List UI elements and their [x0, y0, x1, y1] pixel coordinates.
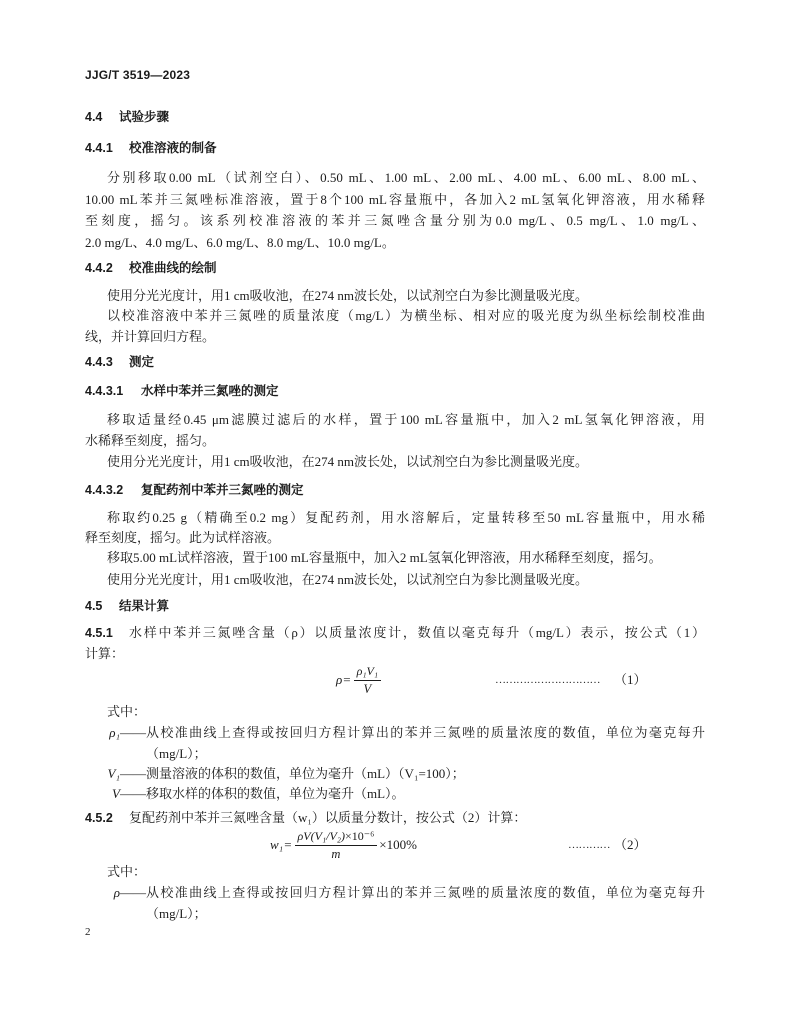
heading-number: 4.4.2 [85, 261, 113, 275]
heading-4-4 [85, 107, 169, 127]
heading-title: 结果计算 [119, 599, 170, 613]
clause-number: 4.5.2 [85, 811, 113, 825]
paragraph-line: 移取5.00 mL试样溶液，置于100 mL容量瓶中，加入2 mL氢氧化钾溶液，用水稀释至刻度，摇匀。 [107, 550, 662, 565]
paragraph-line: 释至刻度，摇匀。此为试样溶液。 [85, 530, 281, 545]
formula-2-number: （2） [614, 837, 647, 852]
heading-number: 4.5 [85, 599, 103, 613]
formula-2-numerator-variables: ρV(V₁/V₂) [297, 828, 345, 843]
heading-number: 4.4.3 [85, 355, 113, 369]
paragraph-line: 分别移取0.00 mL（试剂空白）、0.50 mL、1.00 mL、2.00 mL、4.00 mL、6.00 mL、8.00 mL、 [107, 170, 705, 185]
heading-number: 4.4.3.1 [85, 384, 124, 398]
clause-4-5-1 [85, 623, 705, 643]
paragraph-line: 移取适量经0.45 μm滤膜过滤后的水样，置于100 mL容量瓶中，加入2 mL氢氧化钾溶液，用 [107, 412, 705, 427]
formula-2-percent-factor: ×100% [379, 837, 417, 852]
paragraph-line: 使用分光光度计，用1 cm吸收池，在274 nm波长处，以试剂空白为参比测量吸光度。 [107, 572, 588, 587]
heading-number: 4.4 [85, 110, 103, 124]
formula-2-fraction [295, 829, 378, 862]
formula-1 [336, 662, 383, 698]
formula-2-denominator: m [331, 846, 341, 861]
heading-4-5 [85, 596, 169, 616]
page-number: 2 [85, 926, 91, 938]
definition-symbol: ρ₁ [109, 725, 120, 740]
paragraph-line: 2.0 mg/L、4.0 mg/L、6.0 mg/L、8.0 mg/L、10.0 mg/L。 [85, 235, 395, 250]
heading-4-4-3-2 [85, 480, 304, 500]
heading-4-4-3 [85, 352, 154, 372]
where-label: 式中： [107, 704, 147, 719]
definition-dash: —— [120, 885, 146, 900]
definition-text-continued: （mg/L）； [146, 906, 207, 921]
formula-2-leader-dots: ………… [568, 839, 610, 851]
heading-title: 校准曲线的绘制 [129, 261, 217, 275]
definition-symbol: ρ [113, 885, 120, 900]
formula-2-equals: = [284, 837, 292, 852]
definition-text: 从校准曲线上查得或按回归方程计算出的苯并三氮唑的质量浓度的数值，单位为毫克每升 [146, 885, 705, 900]
formula-1-numerator: ρ₁V₁ [354, 664, 381, 681]
definition-dash: —— [120, 766, 146, 781]
formula-1-denominator: V [363, 681, 372, 696]
definition-text: 测量溶液的体积的数值，单位为毫升（mL）（V₁=100）； [146, 766, 465, 781]
definition-dash: —— [120, 786, 146, 801]
definition-dash: —— [120, 725, 146, 740]
document-code-header: JJG/T 3519—2023 [85, 68, 191, 82]
paragraph-line: 以校准溶液中苯并三氮唑的质量浓度（mg/L）为横坐标、相对应的吸光度为纵坐标绘制校准曲 [107, 308, 705, 323]
paragraph-line: 水稀释至刻度，摇匀。 [85, 433, 216, 448]
formula-1-lhs: ρ [336, 672, 343, 687]
paragraph-line: 线，并计算回归方程。 [85, 329, 216, 344]
definition-text: 从校准曲线上查得或按回归方程计算出的苯并三氮唑的质量浓度的数值，单位为毫克每升 [146, 725, 705, 740]
formula-2-numerator-factor: ×10⁻⁶ [344, 828, 375, 843]
formula-1-leader-dots: ………………………… [495, 674, 600, 686]
paragraph-line: 称取约0.25 g（精确至0.2 mg）复配药剂，用水溶解后，定量转移至50 mL容量瓶中，用水稀 [107, 510, 705, 525]
formula-2-numerator [295, 829, 378, 846]
where-label: 式中： [107, 864, 147, 879]
formula-1-number: （1） [614, 672, 647, 687]
paragraph-line: 计算： [85, 646, 125, 661]
paragraph-line: 使用分光光度计，用1 cm吸收池，在274 nm波长处，以试剂空白为参比测量吸光度。 [107, 288, 588, 303]
paragraph-line: 至刻度，摇匀。该系列校准溶液的苯并三氮唑含量分别为0.0 mg/L、0.5 mg/L、1.0 mg/L、 [85, 213, 705, 228]
formula-2-lhs: w₁ [270, 837, 284, 852]
definition-symbol: V₁ [107, 766, 120, 781]
paragraph-line: 10.00 mL苯并三氮唑标准溶液，置于8个100 mL容量瓶中，各加入2 mL氢氧化钾溶液，用水稀释 [85, 192, 705, 207]
formula-1-fraction [354, 664, 381, 697]
heading-title: 水样中苯并三氮唑的测定 [141, 384, 279, 398]
heading-title: 测定 [129, 355, 155, 369]
heading-title: 复配药剂中苯并三氮唑的测定 [141, 483, 304, 497]
heading-number: 4.4.1 [85, 141, 113, 155]
clause-text: 水样中苯并三氮唑含量（ρ）以质量浓度计，数值以毫克每升（mg/L）表示，按公式（1） [129, 625, 705, 640]
clause-4-5-2 [85, 808, 526, 828]
heading-4-4-3-1 [85, 381, 279, 401]
heading-title: 试验步骤 [119, 110, 170, 124]
formula-2 [270, 827, 417, 863]
heading-4-4-1 [85, 138, 217, 158]
heading-title: 校准溶液的制备 [129, 141, 217, 155]
paragraph-line: 使用分光光度计，用1 cm吸收池，在274 nm波长处，以试剂空白为参比测量吸光度。 [107, 454, 588, 469]
definition-symbol: V [112, 786, 120, 801]
definition-text-continued: （mg/L）； [146, 746, 207, 761]
heading-4-4-2 [85, 258, 217, 278]
heading-number: 4.4.3.2 [85, 483, 124, 497]
clause-number: 4.5.1 [85, 626, 113, 640]
definition-text: 移取水样的体积的数值，单位为毫升（mL）。 [146, 786, 405, 801]
clause-text: 复配药剂中苯并三氮唑含量（w₁）以质量分数计，按公式（2）计算： [129, 810, 527, 825]
formula-1-equals: = [343, 672, 351, 687]
